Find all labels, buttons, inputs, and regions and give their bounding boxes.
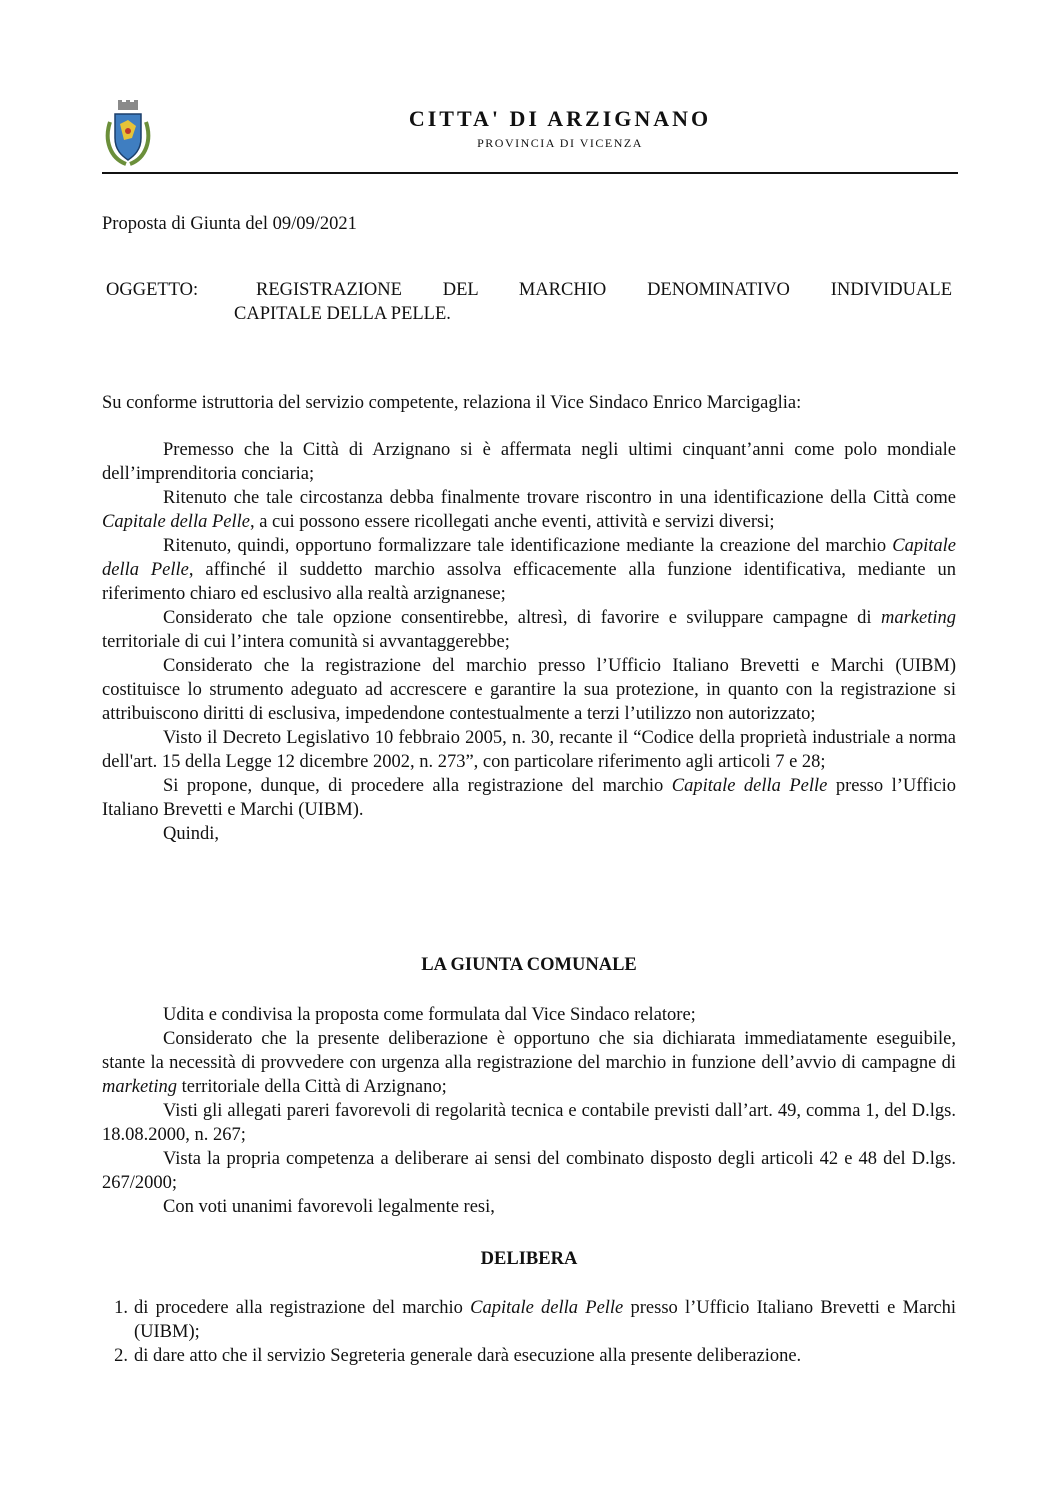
premise-paragraph: Premesso che la Città di Arzignano si è affermata negli ultimi cinquant’anni come polo mondiale dell’imprenditoria conciaria; bbox=[102, 440, 956, 484]
province-name: PROVINCIA DI VICENZA bbox=[477, 136, 643, 150]
giunta-heading: LA GIUNTA COMUNALE bbox=[421, 955, 637, 975]
header-divider bbox=[102, 172, 958, 174]
premise-paragraph: Ritenuto che tale circostanza debba finalmente trovare riscontro in una identificazione della Città come Capitale della Pelle, a cui possono essere ricollegati anche eventi, attività e servizi diversi; bbox=[102, 488, 956, 532]
subject-line-2: CAPITALE DELLA PELLE. bbox=[234, 304, 451, 324]
city-name: CITTA' DI ARZIGNANO bbox=[408, 106, 712, 131]
premise-paragraph: Quindi, bbox=[163, 824, 220, 844]
premise-paragraph: Visto il Decreto Legislativo 10 febbraio 2005, n. 30, recante il “Codice della proprietà industriale a norma dell'art. 15 della Legge 12 dicembre 2002, n. 273”, con particolare riferimento agli articoli 7 e 28; bbox=[102, 728, 956, 772]
decision-item: 1. di procedere alla registrazione del marchio Capitale della Pelle presso l’Ufficio Italiano Brevetti e Marchi (UIBM); bbox=[102, 1296, 956, 1344]
giunta-paragraph: Vista la propria competenza a deliberare ai sensi del combinato disposto degli articoli 42 e 48 del D.lgs. 267/2000; bbox=[102, 1149, 956, 1193]
proposal-date-line: Proposta di Giunta del 09/09/2021 bbox=[102, 214, 357, 234]
giunta-section bbox=[102, 1003, 956, 1219]
decision-item: 2. di dare atto che il servizio Segreteria generale darà esecuzione alla presente deliberazione. bbox=[102, 1344, 956, 1368]
premises-section bbox=[102, 438, 956, 846]
giunta-paragraph: Udita e condivisa la proposta come formulata dal Vice Sindaco relatore; bbox=[163, 1005, 696, 1025]
premise-paragraph: Considerato che la registrazione del marchio presso l’Ufficio Italiano Brevetti e Marchi (UIBM) costituisce lo strumento adeguato ad accrescere e garantire la sua protezione, in quanto con la registrazione si attribuiscono diritti di esclusiva, impedendone contestualmente a terzi l’utilizzo non autorizzato; bbox=[102, 656, 956, 724]
premise-paragraph: Ritenuto, quindi, opportuno formalizzare tale identificazione mediante la creazione del marchio Capitale della Pelle, affinché il suddetto marchio assolva efficacemente alla funzione identificativa, mediante un riferimento chiaro ed esclusivo alla realtà arzignanese; bbox=[102, 536, 956, 604]
decisions-list bbox=[102, 1296, 956, 1368]
subject-line-1: REGISTRAZIONE DEL MARCHIO DENOMINATIVO INDIVIDUALE bbox=[256, 280, 952, 300]
decision-number: 2. bbox=[114, 1346, 128, 1366]
giunta-paragraph: Considerato che la presente deliberazione è opportuno che sia dichiarata immediatamente eseguibile, stante la necessità di provvedere con urgenza alla registrazione del marchio in funzione dell’avvio di campagne di marketing territoriale della Città di Arzignano; bbox=[102, 1029, 956, 1097]
italic-term: marketing bbox=[880, 608, 956, 628]
giunta-paragraph: Visti gli allegati pareri favorevoli di regolarità tecnica e contabile previsti dall’art. 49, comma 1, del D.lgs. 18.08.2000, n. 267; bbox=[102, 1101, 956, 1145]
giunta-paragraph: Con voti unanimi favorevoli legalmente resi, bbox=[163, 1197, 495, 1217]
municipal-crest-icon bbox=[104, 100, 152, 168]
intro-paragraph: Su conforme istruttoria del servizio competente, relaziona il Vice Sindaco Enrico Marcigaglia: bbox=[102, 393, 802, 413]
premise-paragraph: Considerato che tale opzione consentirebbe, altresì, di favorire e sviluppare campagne di marketing territoriale di cui l’intera comunità si avvantaggerebbe; bbox=[102, 608, 956, 652]
delibera-heading: DELIBERA bbox=[480, 1249, 578, 1269]
premise-paragraph: Si propone, dunque, di procedere alla registrazione del marchio Capitale della Pelle presso l’Ufficio Italiano Brevetti e Marchi (UIBM). bbox=[102, 776, 956, 820]
subject-label: OGGETTO: bbox=[106, 280, 199, 300]
decision-number: 1. bbox=[114, 1298, 128, 1318]
